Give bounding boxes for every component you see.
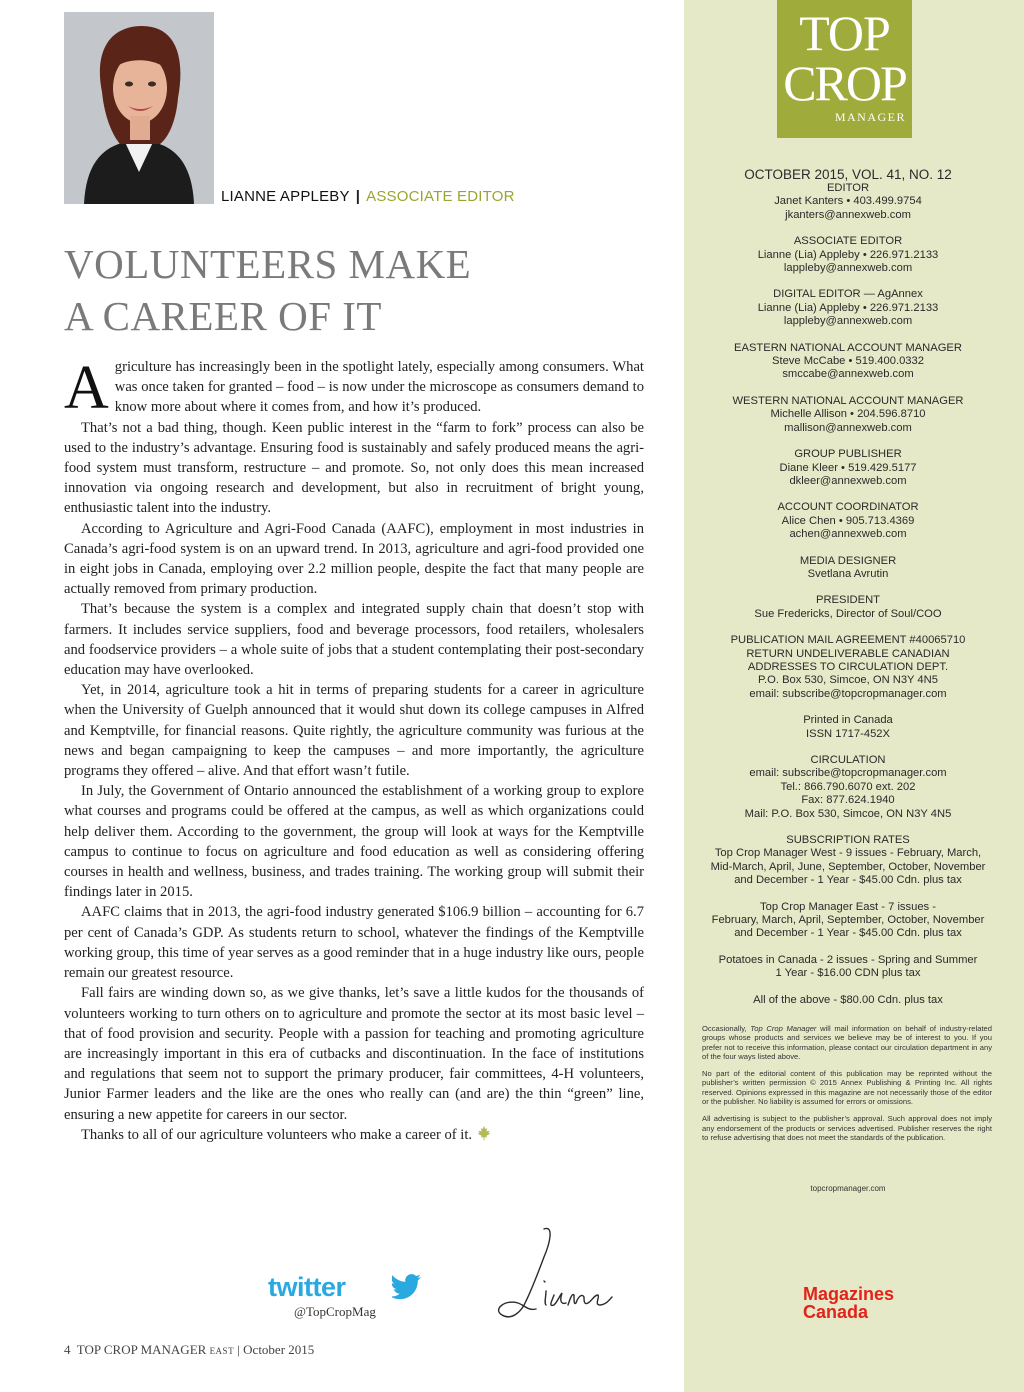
- issn: ISSN 1717-452X: [806, 727, 890, 740]
- masthead-president: [700, 594, 996, 621]
- author-role: ASSOCIATE EDITOR: [366, 188, 515, 205]
- publisher-email[interactable]: dkleer@annexweb.com: [789, 474, 907, 487]
- headline: [64, 238, 664, 342]
- masthead-associate-editor: [700, 235, 996, 275]
- masthead: [700, 167, 996, 1020]
- fine-print-mailing: [702, 1024, 992, 1061]
- subscription-west-1: Top Crop Manager West - 9 issues - February, March,: [714, 847, 982, 860]
- masthead-all: [700, 994, 996, 1007]
- president-name: Sue Fredericks, Director of Soul/COO: [754, 607, 942, 620]
- digital-editor-email[interactable]: lappleby@annexweb.com: [783, 315, 913, 328]
- footer-publication: TOP CROP MANAGER: [76, 1342, 207, 1357]
- associate-editor-contact: Lianne (Lia) Appleby • 226.971.2133: [757, 248, 939, 261]
- printed-in: Printed in Canada: [803, 714, 893, 727]
- paragraph-8: Fall fairs are winding down so, as we give thanks, let’s save a little kudos for the thousands of volunteers working to turn others on to agriculture and promote the sector at its most basic level – that of food provision and security. People with a passion for teaching and promoting agriculture are increasingly important in this era of cutbacks and discontinuation. In the face of institutions and regulations that seem not to support the primary producer, fair committees, 4-H volunteers, Junior Farmer leaders and the like are the ones who really can (and are) the thin “green” line, ensuring a new appetite for careers in our sector.: [64, 985, 644, 1123]
- masthead-editor: [700, 182, 996, 222]
- designer-title: MEDIA DESIGNER: [799, 554, 897, 567]
- potatoes-1: Potatoes in Canada - 2 issues - Spring and Summer: [718, 953, 978, 966]
- associate-editor-title: ASSOCIATE EDITOR: [793, 235, 903, 248]
- editor-contact: Janet Kanters • 403.499.9754: [774, 195, 922, 208]
- logo-line-manager: MANAGER: [834, 110, 906, 124]
- potatoes-2: 1 Year - $16.00 CDN plus tax: [775, 967, 921, 980]
- designer-name: Svetlana Avrutin: [807, 567, 889, 580]
- circulation-title: CIRCULATION: [810, 754, 886, 766]
- masthead-mail-agreement: [700, 634, 996, 701]
- magazines-canada-line-1: Magazines: [803, 1284, 895, 1304]
- twitter-badge[interactable]: [268, 1272, 428, 1322]
- editor-email[interactable]: jkanters@annexweb.com: [785, 208, 911, 221]
- digital-editor-title: DIGITAL EDITOR — AgAnnex: [773, 288, 923, 301]
- fine-print-mailing-pre: Occasionally,: [702, 1024, 751, 1033]
- eastern-contact: Steve McCabe • 519.400.0332: [772, 355, 924, 368]
- page-number: 4: [64, 1342, 71, 1357]
- footer-edition: EAST: [209, 1346, 235, 1356]
- masthead-digital-editor: [700, 288, 996, 328]
- western-email[interactable]: mallison@annexweb.com: [784, 421, 912, 434]
- paragraph-9: [64, 1125, 644, 1145]
- logo-line-top: TOP: [799, 5, 890, 61]
- mail-agreement-line-4: P.O. Box 530, Simcoe, ON N3Y 4N5: [758, 674, 938, 687]
- coordinator-email[interactable]: achen@annexweb.com: [789, 528, 907, 541]
- editor-title: EDITOR: [826, 182, 870, 194]
- maple-leaf-icon: [476, 1125, 492, 1141]
- western-contact: Michelle Allison • 204.596.8710: [770, 408, 926, 421]
- masthead-potatoes: [700, 954, 996, 981]
- twitter-handle[interactable]: @TopCropMag: [294, 1304, 376, 1319]
- mail-agreement-line-1: PUBLICATION MAIL AGREEMENT #40065710: [730, 634, 966, 647]
- masthead-subscription-east: [700, 901, 996, 941]
- mail-agreement-email[interactable]: email: subscribe@topcropmanager.com: [749, 687, 947, 700]
- western-title: WESTERN NATIONAL ACCOUNT MANAGER: [732, 394, 964, 407]
- eastern-title: EASTERN NATIONAL ACCOUNT MANAGER: [734, 341, 962, 354]
- coordinator-contact: Alice Chen • 905.713.4369: [781, 514, 915, 527]
- subscription-east-3: and December - 1 Year - $45.00 Cdn. plus tax: [734, 927, 962, 940]
- paragraph-9-text: Thanks to all of our agriculture volunteers who make a career of it.: [81, 1126, 473, 1143]
- byline-separator: |: [355, 188, 361, 205]
- subscription-east-2: February, March, April, September, October, November: [711, 914, 985, 927]
- president-title: PRESIDENT: [815, 594, 881, 607]
- subscription-west-2: Mid-March, April, June, September, October, November: [710, 860, 986, 873]
- mail-agreement-line-2: RETURN UNDELIVERABLE CANADIAN: [746, 647, 950, 660]
- masthead-group-publisher: [700, 448, 996, 488]
- headline-line-1: VOLUNTEERS MAKE: [64, 241, 472, 287]
- masthead-eastern-account: [700, 342, 996, 382]
- paragraph-2: That’s not a bad thing, though. Keen public interest in the “farm to fork” process can also be used to the industry’s advantage. Ensuring food is sustainably and safely produced means the agri-food system must transform, restructure – and promote. So, not only does this mean increased innovation via ongoing research and development, but also in recruitment of bright young, enthusiastic talent into the industry.: [64, 419, 644, 517]
- all-of-the-above: All of the above - $80.00 Cdn. plus tax: [753, 993, 943, 1006]
- headline-line-2: A CAREER OF IT: [64, 293, 382, 339]
- paragraph-6: In July, the Government of Ontario announced the establishment of a working group to explore what courses and programs could be offered at the campus, as well as which organizations could help deliver them. According to the government, the group will look at ways for the Kemptville campus to continue to focus on agriculture and food education as well as considering offering courses in health and wellness, business, and trades training. The working group will submit their findings later in 2015.: [64, 783, 644, 901]
- signature: [488, 1225, 618, 1325]
- twitter-wordmark: twitter: [268, 1272, 346, 1302]
- publisher-contact: Diane Kleer • 519.429.5177: [779, 461, 917, 474]
- circulation-tel: Tel.: 866.790.6070 ext. 202: [780, 780, 916, 793]
- website-url[interactable]: topcropmanager.com: [810, 1184, 886, 1193]
- associate-editor-email[interactable]: lappleby@annexweb.com: [783, 262, 913, 275]
- masthead-fine-print: [702, 1024, 992, 1150]
- fine-print-mailing-title: Top Crop Manager: [750, 1024, 817, 1033]
- logo-line-crop: CROP: [783, 55, 906, 111]
- magazines-canada-logo: [803, 1285, 903, 1331]
- author-photo: [64, 12, 214, 204]
- paragraph-5: Yet, in 2014, agriculture took a hit in terms of preparing students for a career in agriculture when the University of Guelph announced that it would shut down its college campuses in Alfred and Kemptville, for financial reasons. Quite rightly, the agriculture community was furious at the news and began campaigning to keep the campuses – and more importantly, the agriculture programs they offered – alive. And that effort wasn’t futile.: [64, 682, 644, 780]
- eastern-email[interactable]: smccabe@annexweb.com: [782, 368, 914, 381]
- fine-print-mailing-post: will mail information on behalf of industry-related groups whose products and services we believe may be of interest to you. If you prefer not to receive this information, please contact our circulation department in any of the four ways listed above.: [702, 1024, 992, 1061]
- paragraph-3: According to Agriculture and Agri-Food Canada (AAFC), employment in most industries in Canada’s agri-food system is on an upward trend. In 2013, agriculture and agri-food provided one in eight jobs in Canada, employing over 2.2 million people, despite the fact that many people are actually removed from primary production.: [64, 520, 644, 598]
- article-body: [64, 354, 644, 1145]
- author-name: LIANNE APPLEBY: [221, 188, 350, 205]
- masthead-circulation: [700, 754, 996, 821]
- circulation-email[interactable]: email: subscribe@topcropmanager.com: [749, 767, 947, 780]
- masthead-subscription-west: [700, 834, 996, 888]
- publisher-title: GROUP PUBLISHER: [794, 448, 902, 461]
- masthead-printed: [700, 714, 996, 741]
- issue-line: OCTOBER 2015, VOL. 41, NO. 12: [744, 167, 952, 182]
- paragraph-7: AAFC claims that in 2013, the agri-food industry generated $106.9 billion – accounting for 6.7 per cent of Canada’s GDP. As students return to school, whatever the findings of the Kemptville working group, this time of year serves as a good reminder that in a huge industry like ours, people remain our greatest resource.: [64, 904, 644, 982]
- drop-cap: A: [64, 354, 109, 422]
- masthead-media-designer: [700, 555, 996, 582]
- top-crop-manager-logo: [777, 0, 912, 138]
- circulation-mail: Mail: P.O. Box 530, Simcoe, ON N3Y 4N5: [744, 807, 952, 820]
- fine-print-advertising: All advertising is subject to the publisher’s approval. Such approval does not imply any endorsement of the products or services advertised. Publisher reserves the right to refuse advertising that does not meet the standards of the publication.: [702, 1114, 992, 1142]
- paragraph-1-text: griculture has increasingly been in the spotlight lately, especially among consumers. What was once taken for granted – food – is now under the microscope as consumers demand to know more about where it comes from, and how it’s produced.: [114, 359, 644, 416]
- coordinator-title: ACCOUNT COORDINATOR: [777, 501, 919, 514]
- twitter-bird-icon: [392, 1274, 422, 1300]
- byline: [221, 188, 515, 205]
- mail-agreement-line-3: ADDRESSES TO CIRCULATION DEPT.: [747, 660, 949, 673]
- masthead-account-coordinator: [700, 501, 996, 541]
- fine-print-copyright: No part of the editorial content of this publication may be reprinted without the publisher’s written permission © 2015 Annex Publishing & Printing Inc. All rights reserved. Opinions expressed in this magazine are not necessarily those of the editor or the publisher. No liability is assumed for errors or omissions.: [702, 1069, 992, 1107]
- magazines-canada-line-2: Canada: [803, 1302, 869, 1322]
- page-footer: [64, 1342, 314, 1358]
- subscription-title: SUBSCRIPTION RATES: [786, 834, 910, 847]
- digital-editor-contact: Lianne (Lia) Appleby • 226.971.2133: [757, 301, 939, 314]
- subscription-west-3: and December - 1 Year - $45.00 Cdn. plus tax: [734, 874, 962, 887]
- circulation-fax: Fax: 877.624.1940: [801, 794, 895, 807]
- footer-date: | October 2015: [237, 1342, 315, 1357]
- subscription-east-1: Top Crop Manager East - 7 issues -: [760, 900, 936, 913]
- masthead-western-account: [700, 395, 996, 435]
- paragraph-1: [64, 354, 644, 422]
- paragraph-4: That’s because the system is a complex and integrated supply chain that doesn’t stop with farmers. It includes service suppliers, food and beverage processors, food retailers, wholesalers and foodservice providers – a whole suite of jobs that a student contemplating their post-secondary education may have overlooked.: [64, 601, 644, 679]
